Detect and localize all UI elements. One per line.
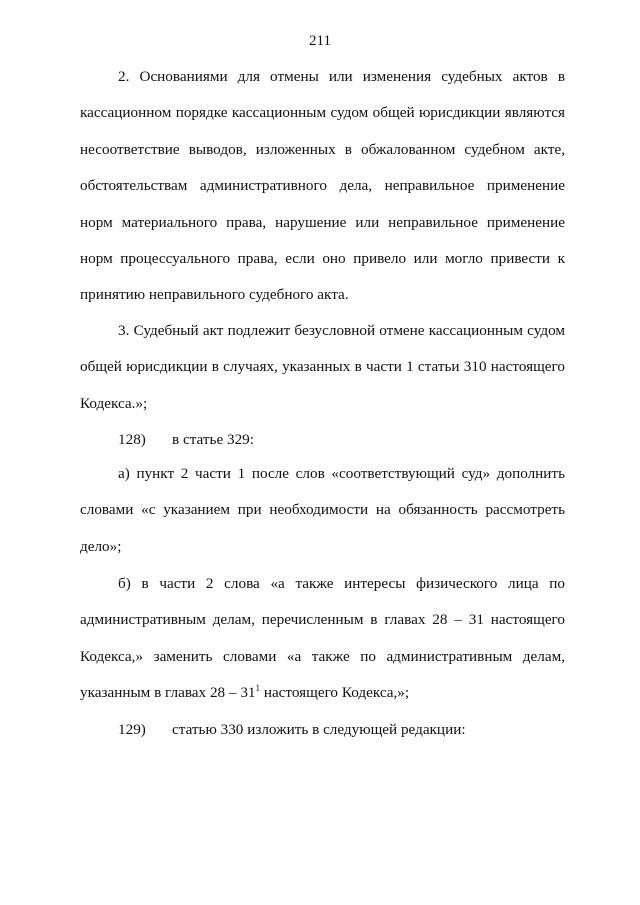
paragraph-b — [80, 566, 565, 712]
paragraph-b-tail: настоящего Кодекса,»; — [260, 684, 410, 702]
paragraph-3: 3. Судебный акт подлежит безусловной отмене кассационным судом общей юрисдикции в случаях, указанных в части 1 статьи 310 настоящего Кодекса.»; — [80, 322, 565, 412]
item-128-number: 128) — [118, 431, 146, 448]
item-129-number: 129) — [118, 721, 146, 738]
paragraph-b-main: б) в части 2 слова «а также интересы физического лица по административным делам, перечисленным в главах 28 – 31 настоящего Кодекса,» заменить словами «а также по административным делам, указанным в главах 28 – 31 — [80, 575, 565, 702]
item-129-text: статью 330 изложить в следующей редакции: — [172, 721, 466, 738]
page-number: 211 — [309, 33, 331, 49]
item-128-text: в статье 329: — [172, 431, 254, 448]
paragraph-2: 2. Основаниями для отмены или изменения судебных актов в кассационном порядке кассационным судом общей юрисдикции являются несоответствие выводов, изложенных в обжалованном судебном акте, обстоятельствам административного дела, неправильное применение норм материального права, нарушение или неправильное применение норм процессуального права, если оно привело или могло привести к принятию неправильного судебного акта. — [80, 68, 565, 304]
paragraph-b-superscript: 1 — [255, 683, 261, 694]
paragraph-a: а) пункт 2 части 1 после слов «соответствующий суд» дополнить словами «с указанием при необходимости на обязанность рассмотреть дело»; — [80, 465, 565, 555]
